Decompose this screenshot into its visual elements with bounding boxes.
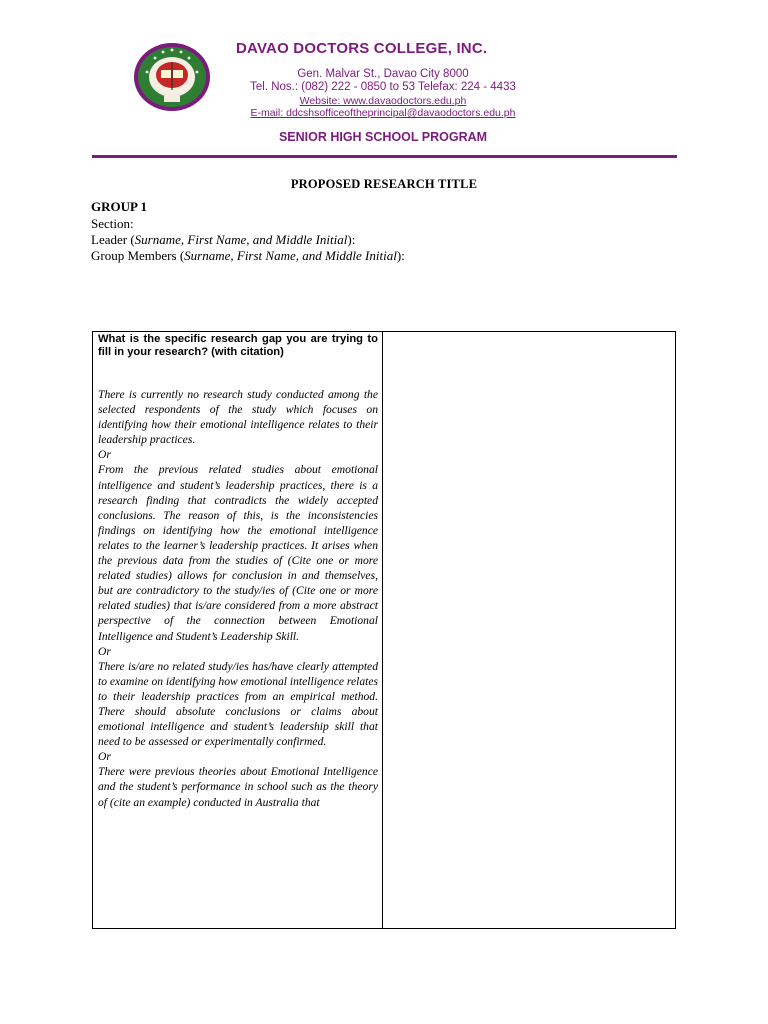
answer-separator: Or <box>98 644 111 658</box>
group-heading: GROUP 1 <box>91 199 147 214</box>
response-cell[interactable] <box>383 332 675 928</box>
college-name: DAVAO DOCTORS COLLEGE, INC. <box>236 40 488 57</box>
answer-separator: Or <box>98 750 111 764</box>
answer-separator: Or <box>98 448 111 462</box>
leader-label: Leader ( <box>91 232 135 247</box>
answer-paragraph: There were previous theories about Emotional Intelligence and the student’s performance in school such as the theory of (cite an example) conducted in Australia that <box>98 765 378 809</box>
leader-field <box>91 232 355 248</box>
program-name: SENIOR HIGH SCHOOL PROGRAM <box>278 130 488 144</box>
members-label-end: ): <box>396 248 405 263</box>
college-telephone: Tel. Nos.: (082) 222 - 0850 to 53 Telefax: 224 - 4433 <box>250 81 516 93</box>
research-gap-question: What is the specific research gap you are trying to fill in your research? (with citation) <box>98 333 378 358</box>
document-title: PROPOSED RESEARCH TITLE <box>290 177 478 191</box>
answer-paragraph: There is/are no related study/ies has/have clearly attempted to examine on identifying how emotional intelligence relates to their leadership practices from an empirical method. There should absolute conclusions or claims about emotional intelligence and student’s leadership skill that need to be assessed or experimentally confirmed. <box>98 659 379 749</box>
members-field <box>91 248 405 264</box>
members-hint: Surname, First Name, and Middle Initial <box>184 248 397 263</box>
leader-hint: Surname, First Name, and Middle Initial <box>134 232 348 247</box>
college-website-link[interactable]: Website: www.davaodoctors.edu.ph <box>299 95 467 107</box>
college-logo <box>133 42 211 112</box>
section-label: Section: <box>91 216 134 231</box>
research-gap-table <box>92 331 676 929</box>
research-gap-sample-answer <box>98 387 378 810</box>
answer-paragraph: From the previous related studies about emotional intelligence and student’s leadership practices, there is a research finding that contradicts the widely accepted conclusions. The reason of this, is the inconsistencies findings on identifying how the emotional intelligence relates to the learner’s leadership practices. It arises when the previous data from the studies of (Cite one or more related studies) allows for conclusion in and themselves, but are contradictory to the study/ies of (Cite one or more related studies) that is/are considered from a more abstract perspective of the connection between Emotional Intelligence and Student’s Leadership Skill. <box>98 463 378 643</box>
leader-label-end: ): <box>347 232 356 247</box>
header-divider <box>92 155 677 158</box>
answer-paragraph: There is currently no research study conducted among the selected respondents of the study which focuses on identifying how their emotional intelligence relates to their leadership practices. <box>98 388 378 447</box>
section-field <box>91 216 134 232</box>
college-address: Gen. Malvar St., Davao City 8000 <box>297 68 469 80</box>
college-email-link[interactable]: E-mail: ddcshsofficeoftheprincipal@davaodoctors.edu.ph <box>250 107 516 119</box>
members-label: Group Members ( <box>91 248 185 263</box>
